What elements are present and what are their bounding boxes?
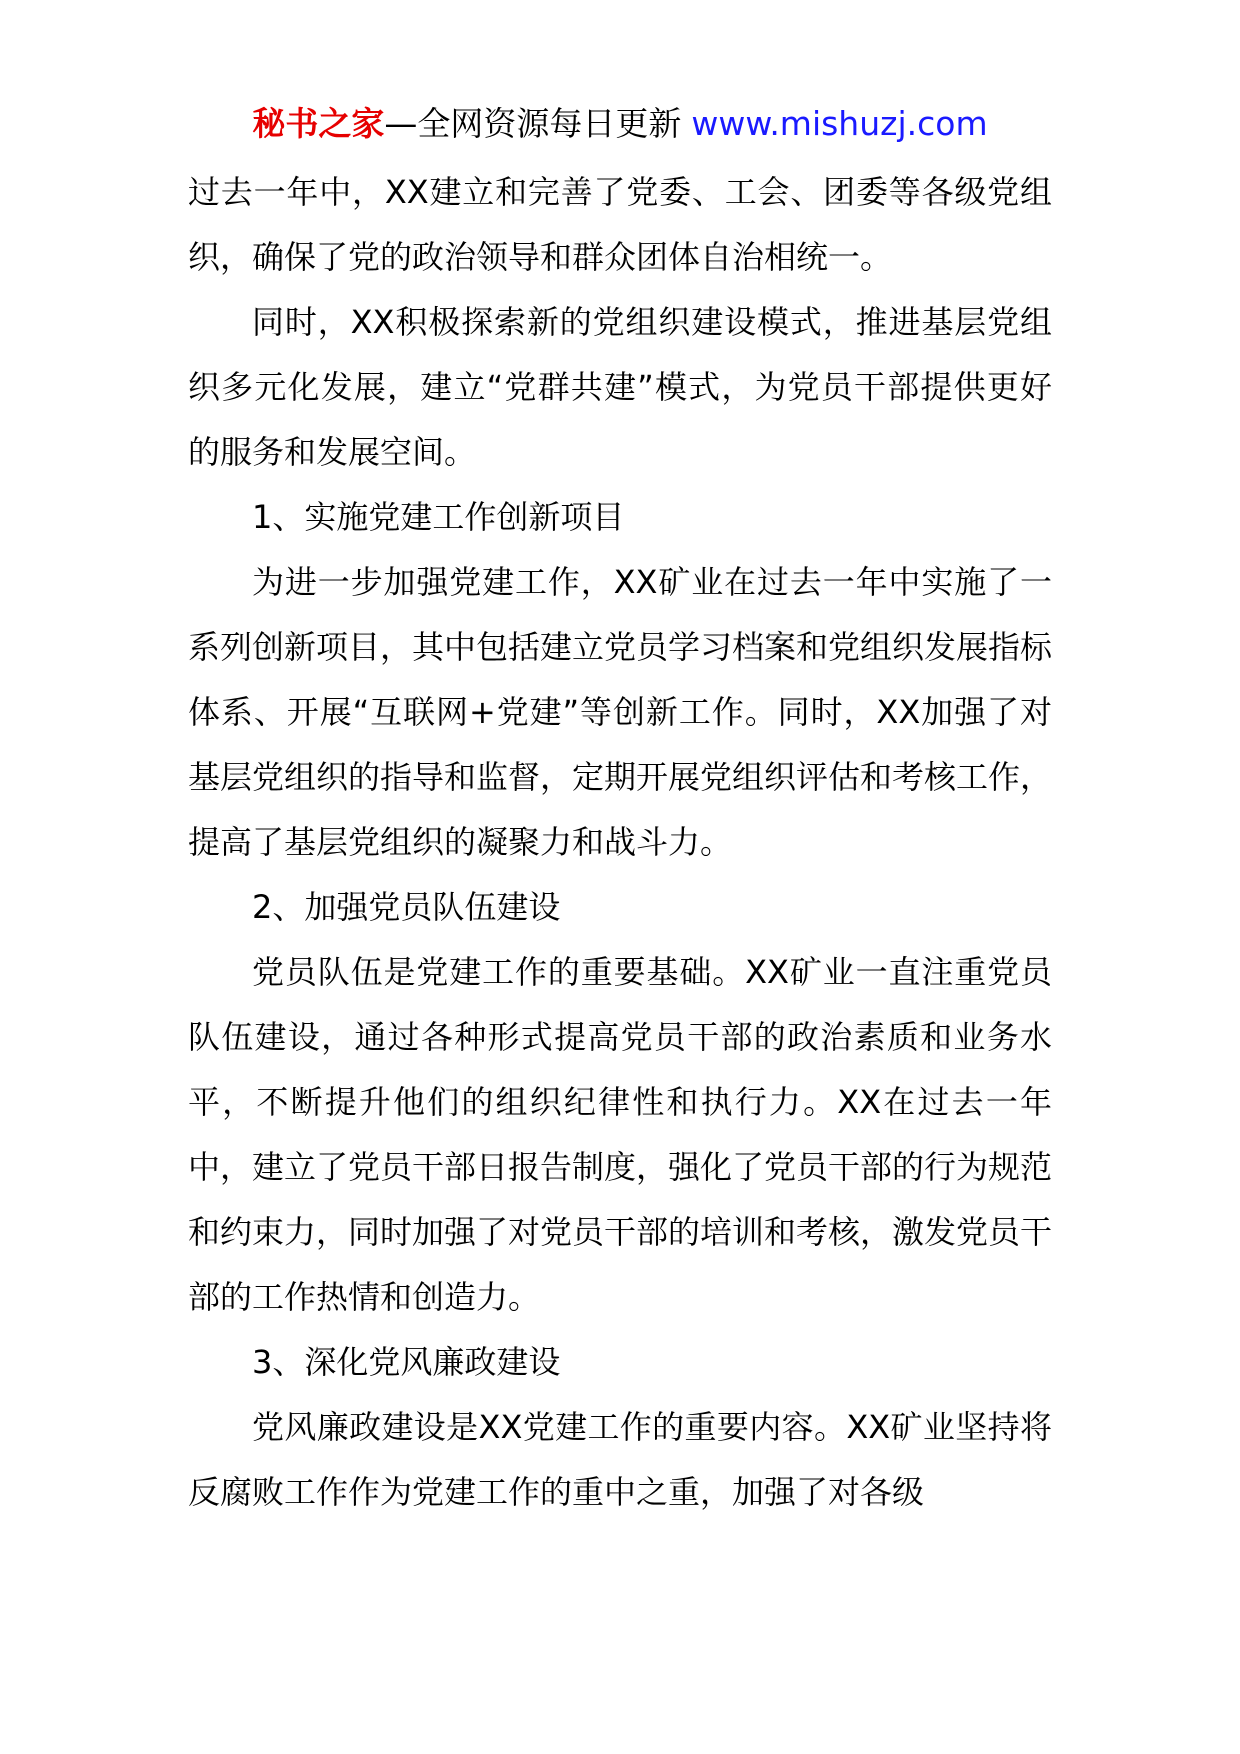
paragraph: 党员队伍是党建工作的重要基础。XX矿业一直注重党员队伍建设，通过各种形式提高党员干部的政治素质和业务水平，不断提升他们的组织纪律性和执行力。XX在过去一年中，建立了党员干部日报告制度，强化了党员干部的行为规范和约束力，同时加强了对党员干部的培训和考核，激发党员干部的工作热情和创造力。: [188, 953, 1053, 1316]
section-heading: 2、加强党员队伍建设: [252, 888, 561, 926]
paragraph: 为进一步加强党建工作，XX矿业在过去一年中实施了一系列创新项目，其中包括建立党员学习档案和党组织发展指标体系、开展“互联网+党建”等创新工作。同时，XX加强了对基层党组织的指导和监督，定期开展党组织评估和考核工作，提高了基层党组织的凝聚力和战斗力。: [188, 563, 1053, 861]
page-header: [0, 100, 1240, 148]
paragraph: 党风廉政建设是XX党建工作的重要内容。XX矿业坚持将反腐败工作作为党建工作的重中之重，加强了对各级: [188, 1408, 1052, 1511]
paragraph: 同时，XX积极探索新的党组织建设模式，推进基层党组织多元化发展，建立“党群共建”模式，为党员干部提供更好的服务和发展空间。: [188, 303, 1052, 471]
header-tagline: —全网资源每日更新: [384, 104, 682, 143]
document-body: [188, 160, 1052, 1525]
section-heading: 3、深化党风廉政建设: [252, 1343, 561, 1381]
website-url[interactable]: www.mishuzj.com: [691, 104, 988, 143]
paragraph: 过去一年中，XX建立和完善了党委、工会、团委等各级党组织，确保了党的政治领导和群众团体自治相统一。: [188, 173, 1052, 276]
section-heading: 1、实施党建工作创新项目: [252, 498, 625, 536]
brand-name: 秘书之家: [252, 104, 385, 143]
